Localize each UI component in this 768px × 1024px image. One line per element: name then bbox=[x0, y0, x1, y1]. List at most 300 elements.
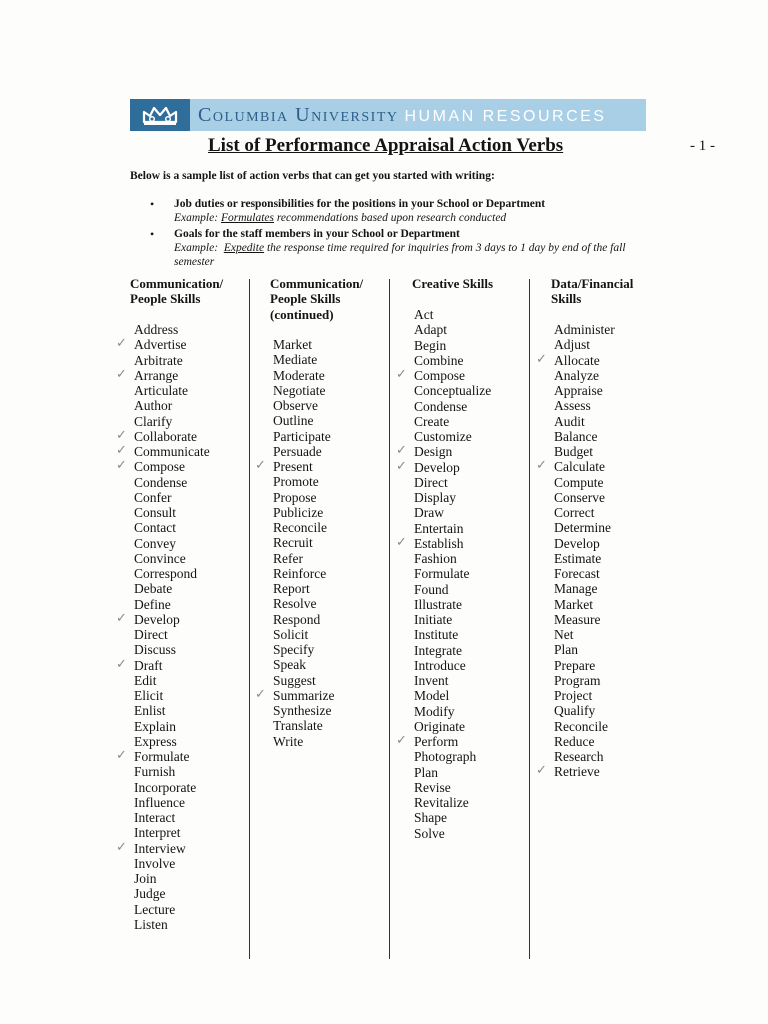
verb-text: Revise bbox=[414, 779, 451, 795]
verb-text: Integrate bbox=[414, 642, 462, 658]
verb-list-item bbox=[134, 414, 210, 429]
verb-text: Found bbox=[414, 581, 449, 597]
checkmark-icon: ✓ bbox=[116, 839, 127, 855]
verb-list-item bbox=[554, 597, 615, 612]
verb-text: Negotiate bbox=[273, 382, 326, 398]
checkmark-icon: ✓ bbox=[396, 458, 407, 474]
verb-list-item bbox=[134, 581, 210, 596]
page-number: - 1 - bbox=[690, 138, 715, 154]
verb-list-item bbox=[273, 490, 334, 505]
verb-text: Formulate bbox=[134, 749, 190, 764]
verb-list-item bbox=[134, 383, 210, 398]
heading-line: (continued) bbox=[270, 306, 334, 322]
verb-list-item bbox=[273, 413, 334, 428]
verb-text: Solicit bbox=[273, 626, 309, 642]
verb-list-item bbox=[134, 719, 210, 734]
verb-list-item bbox=[273, 352, 334, 367]
verb-text: Propose bbox=[273, 489, 317, 505]
verb-list-item bbox=[134, 810, 210, 825]
verb-text: Incorporate bbox=[134, 779, 197, 795]
verb-text: Institute bbox=[414, 627, 459, 643]
verb-list-item bbox=[134, 734, 210, 749]
column-divider bbox=[389, 279, 390, 959]
verb-list-item bbox=[273, 337, 334, 352]
verb-list-item bbox=[116, 839, 210, 856]
verb-list-item bbox=[134, 566, 210, 581]
verb-list-item bbox=[273, 474, 334, 489]
verb-text: Originate bbox=[414, 718, 465, 734]
verb-list-item bbox=[134, 825, 210, 840]
verb-text: Collaborate bbox=[134, 428, 197, 444]
verb-text: Recruit bbox=[273, 535, 313, 551]
verb-text: Compose bbox=[134, 459, 186, 475]
bullet-item bbox=[150, 197, 660, 225]
verb-text: Direct bbox=[134, 627, 168, 642]
verb-text: Debate bbox=[134, 581, 173, 597]
verb-text: Administer bbox=[554, 322, 615, 337]
verb-list-item bbox=[134, 536, 210, 551]
verb-text: Calculate bbox=[554, 459, 605, 475]
verb-list-item bbox=[414, 490, 491, 505]
verb-list-item bbox=[554, 505, 615, 520]
verb-list-item bbox=[414, 521, 491, 536]
verb-text: Solve bbox=[414, 825, 445, 841]
example-prefix: Example: bbox=[174, 242, 219, 254]
verb-text: Convince bbox=[134, 550, 186, 566]
verb-text: Consult bbox=[134, 505, 177, 520]
verb-list-item bbox=[134, 688, 210, 703]
verb-list-item bbox=[554, 429, 615, 444]
verb-text: Contact bbox=[134, 520, 176, 536]
verb-text: Modify bbox=[414, 703, 455, 719]
verb-text: Illustrate bbox=[414, 596, 462, 612]
verb-text: Market bbox=[554, 596, 593, 612]
verb-list-item bbox=[414, 475, 491, 490]
verb-text: Reconcile bbox=[554, 718, 608, 734]
verb-list-item bbox=[273, 535, 334, 550]
verb-text: Judge bbox=[134, 886, 166, 902]
verb-text: Introduce bbox=[414, 657, 466, 673]
verb-list-item bbox=[134, 673, 210, 688]
example-verb: Expedite bbox=[223, 242, 265, 254]
checkmark-icon: ✓ bbox=[536, 458, 547, 474]
column-heading-data-financial bbox=[551, 276, 633, 307]
verb-list-item bbox=[414, 597, 491, 612]
verb-text: Reconcile bbox=[273, 520, 327, 535]
heading-line: People Skills bbox=[130, 291, 201, 307]
checkmark-icon: ✓ bbox=[255, 458, 266, 473]
verb-text: Develop bbox=[414, 459, 460, 475]
verb-list-item bbox=[554, 703, 615, 718]
checkmark-icon: ✓ bbox=[396, 367, 407, 382]
verb-text: Convey bbox=[134, 535, 176, 551]
verb-list-item bbox=[414, 795, 491, 810]
verb-text: Outline bbox=[273, 413, 314, 429]
verb-text: Perform bbox=[414, 734, 459, 749]
verb-list-item bbox=[116, 458, 210, 475]
verb-list-item bbox=[134, 764, 210, 779]
verb-text: Discuss bbox=[134, 642, 177, 658]
verb-list-item bbox=[554, 734, 615, 749]
verb-text: Draft bbox=[134, 657, 163, 673]
verb-list-item bbox=[554, 490, 615, 505]
verb-text: Qualify bbox=[554, 703, 596, 719]
verb-list-item bbox=[273, 398, 334, 413]
verb-list-item bbox=[414, 627, 491, 642]
verb-text: Combine bbox=[414, 352, 464, 368]
verb-text: Formulate bbox=[414, 566, 470, 582]
verb-text: Adapt bbox=[414, 322, 447, 338]
columbia-crown-icon bbox=[140, 104, 180, 126]
checkmark-icon: ✓ bbox=[116, 458, 127, 474]
verb-text: Plan bbox=[414, 764, 439, 780]
verb-list-item bbox=[554, 688, 615, 703]
verb-list-item bbox=[414, 383, 491, 398]
verb-text: Market bbox=[273, 337, 312, 352]
verb-text: Join bbox=[134, 871, 157, 886]
verb-list-item bbox=[116, 610, 210, 627]
verb-list-item bbox=[134, 475, 210, 490]
verb-list-item bbox=[414, 780, 491, 795]
verb-list-item bbox=[134, 886, 210, 901]
verb-text: Retrieve bbox=[554, 764, 600, 780]
verb-text: Influence bbox=[134, 794, 185, 810]
example-prefix: Example: bbox=[174, 212, 219, 224]
verb-list-item bbox=[414, 551, 491, 566]
verb-text: Display bbox=[414, 490, 456, 505]
verb-list-item bbox=[273, 520, 334, 535]
checkmark-icon: ✓ bbox=[536, 351, 547, 367]
verb-text: Budget bbox=[554, 444, 593, 459]
verb-list-item bbox=[273, 368, 334, 383]
verb-list-item bbox=[273, 596, 334, 611]
verb-text: Plan bbox=[554, 642, 579, 658]
verb-list-item bbox=[255, 686, 335, 703]
checkmark-icon: ✓ bbox=[116, 656, 127, 672]
verb-list-item bbox=[273, 642, 334, 657]
verb-list-item bbox=[134, 398, 210, 413]
verb-list-item bbox=[554, 398, 615, 413]
example-verb: Formulates bbox=[220, 212, 274, 224]
verb-list-item bbox=[273, 718, 334, 733]
verb-list-item bbox=[414, 322, 491, 337]
example-text: the response time required for inquiries from 3 days to 1 day by end of the fall semester bbox=[174, 242, 626, 268]
verb-text: Resolve bbox=[273, 596, 317, 612]
verb-text: Speak bbox=[273, 657, 306, 673]
verb-list-item bbox=[134, 597, 210, 612]
verb-text: Lecture bbox=[134, 901, 176, 917]
checkmark-icon: ✓ bbox=[536, 763, 547, 779]
bullet-example bbox=[174, 211, 545, 225]
checkmark-icon: ✓ bbox=[396, 534, 407, 550]
verb-list-item bbox=[134, 703, 210, 718]
example-text: recommendations based upon research conducted bbox=[276, 212, 507, 224]
verb-text: Reduce bbox=[554, 733, 595, 749]
verb-text: Author bbox=[134, 398, 173, 414]
verb-list-item bbox=[273, 581, 334, 596]
verb-text: Draw bbox=[414, 505, 444, 521]
verb-text: Promote bbox=[273, 474, 319, 490]
verb-text: Synthesize bbox=[273, 703, 332, 718]
verb-list-item bbox=[554, 642, 615, 657]
banner-university: Columbia University bbox=[198, 103, 399, 126]
verb-text: Revitalize bbox=[414, 795, 469, 810]
verb-list-item bbox=[554, 749, 615, 764]
verb-text: Furnish bbox=[134, 764, 176, 780]
intro-text: Below is a sample list of action verbs that can get you started with writing: bbox=[130, 170, 495, 182]
checkmark-icon: ✓ bbox=[116, 610, 127, 626]
checkmark-icon: ✓ bbox=[396, 733, 407, 748]
verb-list-item bbox=[116, 427, 210, 444]
heading-line: People Skills bbox=[270, 291, 341, 307]
verb-text: Address bbox=[134, 322, 179, 337]
verb-text: Conceptualize bbox=[414, 383, 492, 399]
verb-text: Audit bbox=[554, 413, 585, 429]
verb-text: Involve bbox=[134, 855, 176, 871]
verb-list-item bbox=[273, 734, 334, 749]
verb-text: Advertise bbox=[134, 337, 187, 353]
verb-text: Arrange bbox=[134, 367, 179, 383]
verb-text: Develop bbox=[554, 535, 600, 551]
verb-text: Write bbox=[273, 733, 304, 749]
verb-text: Research bbox=[554, 749, 604, 764]
verb-text: Mediate bbox=[273, 352, 318, 368]
verb-text: Arbitrate bbox=[134, 352, 183, 368]
verb-list-item bbox=[554, 368, 615, 383]
verb-list-item bbox=[414, 582, 491, 597]
column-divider bbox=[249, 279, 250, 959]
verb-text: Entertain bbox=[414, 520, 464, 536]
verb-list-item bbox=[134, 871, 210, 886]
verb-text: Model bbox=[414, 688, 450, 704]
verb-list-item bbox=[414, 826, 491, 841]
verb-list-item bbox=[536, 763, 615, 780]
checkmark-icon: ✓ bbox=[116, 427, 127, 443]
verb-list-item bbox=[273, 429, 334, 444]
verb-list-item bbox=[554, 383, 615, 398]
checkmark-icon: ✓ bbox=[116, 748, 127, 763]
verb-list-item bbox=[554, 475, 615, 490]
verb-text: Interview bbox=[134, 840, 186, 856]
verb-list-item bbox=[414, 643, 491, 658]
verb-list-item bbox=[414, 399, 491, 414]
verb-text: Forecast bbox=[554, 566, 600, 581]
verb-list-item bbox=[414, 414, 491, 429]
verb-list-item bbox=[554, 612, 615, 627]
verb-list-item bbox=[134, 780, 210, 795]
verb-text: Explain bbox=[134, 718, 176, 734]
verb-text: Interpret bbox=[134, 825, 181, 841]
verb-list-item bbox=[134, 902, 210, 917]
heading-line: Skills bbox=[551, 291, 582, 307]
verb-list-item bbox=[554, 627, 615, 642]
verb-list-item bbox=[396, 458, 491, 475]
checkmark-icon: ✓ bbox=[396, 443, 407, 459]
verb-list-item bbox=[554, 520, 615, 535]
verb-list-item bbox=[116, 748, 210, 764]
verb-text: Assess bbox=[554, 398, 591, 414]
verb-text: Correct bbox=[554, 505, 595, 520]
verb-list-item bbox=[273, 444, 334, 459]
column-divider bbox=[529, 279, 530, 959]
verb-list-item bbox=[414, 673, 491, 688]
document-title: List of Performance Appraisal Action Verbs bbox=[208, 135, 564, 156]
verb-list-item bbox=[414, 307, 491, 322]
verb-text: Fashion bbox=[414, 551, 457, 566]
verb-text: Listen bbox=[134, 916, 168, 932]
verb-text: Program bbox=[554, 672, 601, 688]
verb-list-item bbox=[134, 490, 210, 505]
verb-text: Direct bbox=[414, 474, 448, 490]
verb-text: Compose bbox=[414, 368, 466, 383]
hr-banner bbox=[130, 99, 646, 131]
verb-list-item bbox=[273, 657, 334, 672]
verb-list-item bbox=[414, 505, 491, 520]
verb-text: Shape bbox=[414, 810, 447, 826]
verb-list-data-financial bbox=[536, 322, 615, 780]
verb-text: Correspond bbox=[134, 566, 197, 581]
verb-text: Condense bbox=[134, 474, 188, 490]
verb-list-item bbox=[414, 688, 491, 703]
verb-list-item bbox=[396, 733, 491, 749]
verb-list-item bbox=[414, 566, 491, 581]
verb-text: Adjust bbox=[554, 337, 591, 353]
checkmark-icon: ✓ bbox=[116, 336, 127, 352]
verb-text: Persuade bbox=[273, 443, 322, 459]
verb-list-item bbox=[554, 414, 615, 429]
verb-text: Observe bbox=[273, 398, 318, 413]
verb-text: Appraise bbox=[554, 383, 603, 398]
verb-text: Project bbox=[554, 688, 593, 703]
verb-list-item bbox=[396, 443, 491, 460]
verb-text: Initiate bbox=[414, 612, 453, 627]
verb-text: Conserve bbox=[554, 489, 605, 505]
verb-list-item bbox=[273, 612, 334, 627]
verb-text: Translate bbox=[273, 718, 323, 734]
checkmark-icon: ✓ bbox=[255, 686, 266, 702]
checkmark-icon: ✓ bbox=[116, 366, 127, 382]
verb-list-creative bbox=[396, 307, 492, 841]
verb-list-item bbox=[414, 658, 491, 673]
verb-list-item bbox=[273, 551, 334, 566]
verb-list-item bbox=[554, 658, 615, 673]
verb-list-item bbox=[396, 367, 491, 383]
verb-list-item bbox=[134, 642, 210, 657]
verb-text: Manage bbox=[554, 581, 598, 597]
verb-text: Moderate bbox=[273, 367, 325, 383]
verb-list-item bbox=[116, 443, 210, 459]
verb-text: Determine bbox=[554, 520, 611, 536]
verb-text: Edit bbox=[134, 672, 157, 688]
verb-list-item bbox=[273, 566, 334, 581]
verb-list-item bbox=[554, 673, 615, 688]
verb-text: Define bbox=[134, 596, 171, 612]
verb-list-item bbox=[134, 322, 210, 337]
verb-text: Analyze bbox=[554, 367, 599, 383]
verb-list-item bbox=[134, 917, 210, 932]
verb-text: Measure bbox=[554, 611, 601, 627]
verb-list-communication-continued bbox=[255, 337, 335, 749]
heading-line: Communication/ bbox=[130, 276, 224, 291]
verb-text: Establish bbox=[414, 535, 464, 551]
banner-department: HUMAN RESOURCES bbox=[404, 107, 607, 125]
verb-text: Present bbox=[273, 459, 313, 474]
verb-list-item bbox=[116, 366, 210, 383]
verb-list-item bbox=[255, 458, 334, 474]
bullet-heading: Goals for the staff members in your School or Department bbox=[174, 228, 460, 240]
verb-text: Express bbox=[134, 733, 177, 749]
verb-list-item bbox=[116, 336, 210, 353]
verb-list-item bbox=[134, 795, 210, 810]
verb-text: Invent bbox=[414, 673, 449, 688]
verb-text: Confer bbox=[134, 489, 172, 505]
verb-text: Allocate bbox=[554, 352, 600, 368]
verb-text: Prepare bbox=[554, 657, 596, 673]
verb-list-item bbox=[414, 704, 491, 719]
verb-text: Suggest bbox=[273, 672, 316, 688]
verb-list-item bbox=[396, 534, 491, 551]
verb-list-item bbox=[554, 337, 615, 352]
column-heading-communication-continued bbox=[270, 276, 363, 322]
verb-list-item bbox=[554, 719, 615, 734]
verb-list-item bbox=[554, 322, 615, 337]
verb-list-item bbox=[414, 353, 491, 368]
verb-list-item bbox=[134, 627, 210, 642]
verb-text: Compute bbox=[554, 474, 604, 490]
verb-list-item bbox=[273, 673, 334, 688]
verb-list-item bbox=[536, 458, 615, 475]
verb-list-item bbox=[116, 656, 210, 673]
verb-text: Interact bbox=[134, 810, 176, 825]
verb-list-item bbox=[273, 627, 334, 642]
verb-text: Respond bbox=[273, 611, 321, 627]
banner-text bbox=[190, 104, 606, 127]
verb-list-item bbox=[134, 551, 210, 566]
verb-list-item bbox=[414, 719, 491, 734]
verb-list-item bbox=[134, 856, 210, 871]
verb-list-item bbox=[554, 444, 615, 459]
verb-text: Refer bbox=[273, 550, 303, 566]
verb-list-item bbox=[273, 703, 334, 718]
verb-text: Specify bbox=[273, 642, 315, 657]
verb-list-item bbox=[414, 749, 491, 764]
column-heading-creative bbox=[412, 276, 493, 291]
verb-text: Customize bbox=[414, 429, 472, 444]
verb-list-item bbox=[554, 536, 615, 551]
bullet-list bbox=[150, 197, 660, 271]
verb-text: Participate bbox=[273, 428, 331, 444]
bullet-item bbox=[150, 227, 660, 269]
verb-text: Photograph bbox=[414, 749, 477, 765]
bullet-icon: • bbox=[150, 197, 155, 211]
verb-text: Summarize bbox=[273, 687, 335, 703]
verb-list-item bbox=[414, 765, 491, 780]
verb-list-item bbox=[414, 810, 491, 825]
verb-list-item bbox=[554, 566, 615, 581]
verb-list-item bbox=[554, 581, 615, 596]
verb-text: Enlist bbox=[134, 703, 166, 719]
verb-text: Net bbox=[554, 627, 574, 642]
verb-list-item bbox=[134, 520, 210, 535]
verb-text: Condense bbox=[414, 398, 468, 414]
verb-list-item bbox=[536, 351, 615, 368]
verb-text: Articulate bbox=[134, 383, 188, 398]
verb-text: Design bbox=[414, 444, 453, 460]
verb-list-item bbox=[134, 505, 210, 520]
verb-list-item bbox=[273, 383, 334, 398]
verb-list-item bbox=[414, 338, 491, 353]
verb-text: Estimate bbox=[554, 550, 602, 566]
